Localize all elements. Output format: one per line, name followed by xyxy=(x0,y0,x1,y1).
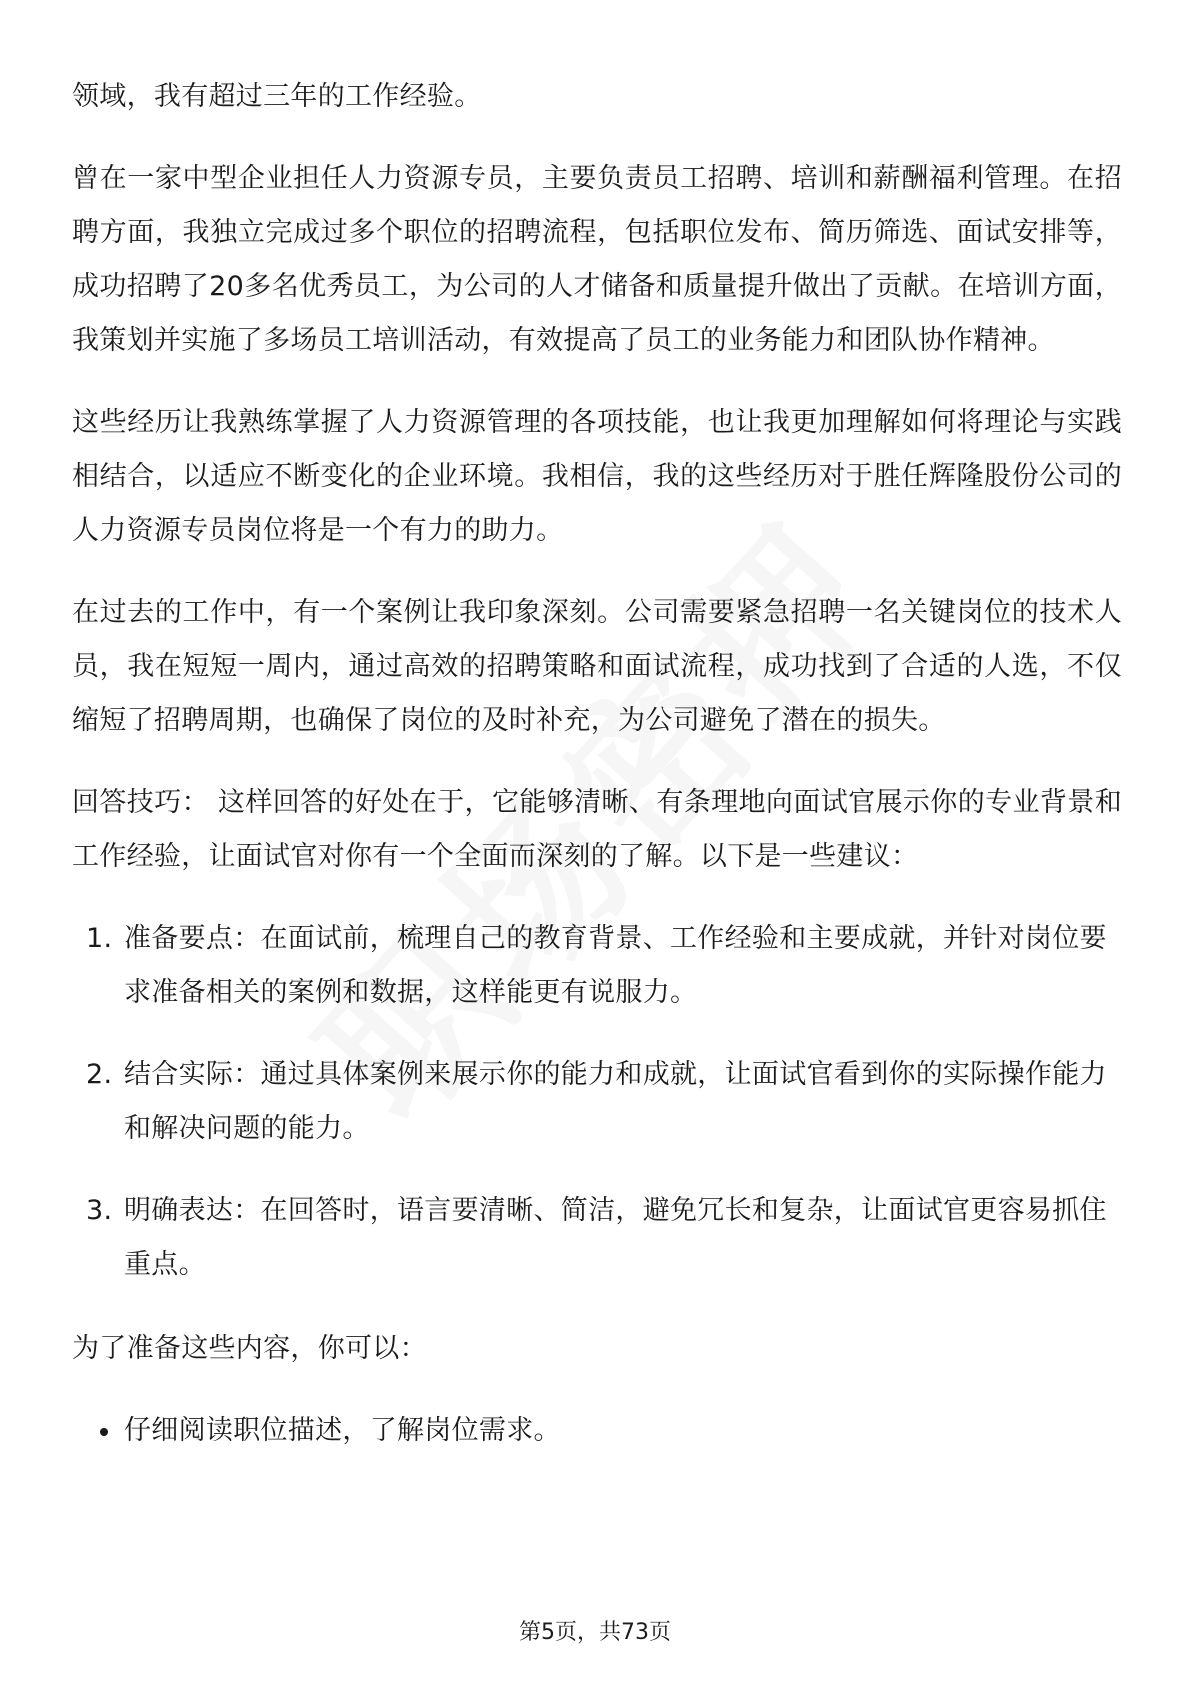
list-number: 2. xyxy=(86,1059,113,1090)
list-item xyxy=(72,1184,1122,1292)
list-item xyxy=(72,1048,1122,1156)
numbered-list xyxy=(72,912,1122,1292)
paragraph-1: 领域，我有超过三年的工作经验。 xyxy=(72,81,482,112)
paragraph-2: 曾在一家中型企业担任人力资源专员，主要负责员工招聘、培训和薪酬福利管理。在招聘方面，我独立完成过多个职位的招聘流程，包括职位发布、简历筛选、面试安排等，成功招聘了20多名优秀员工，为公司的人才储备和质量提升做出了贡献。在培训方面，我策划并实施了多场员工培训活动，有效提高了员工的业务能力和团队协作精神。 xyxy=(72,163,1122,356)
page-footer: 第5页，共73页 xyxy=(519,1620,671,1645)
paragraph-6: 为了准备这些内容，你可以： xyxy=(72,1333,427,1364)
list-item xyxy=(72,912,1122,1020)
list-number: 3. xyxy=(86,1195,113,1226)
paragraph-5: 回答技巧： 这样回答的好处在于，它能够清晰、有条理地向面试官展示你的专业背景和工作经验，让面试官对你有一个全面而深刻的了解。以下是一些建议： xyxy=(72,787,1122,872)
bullet-list xyxy=(72,1404,1122,1458)
list-item-text: 准备要点：在面试前，梳理自己的教育背景、工作经验和主要成就，并针对岗位要求准备相关的案例和数据，这样能更有说服力。 xyxy=(124,923,1107,1008)
paragraph-4: 在过去的工作中，有一个案例让我印象深刻。公司需要紧急招聘一名关键岗位的技术人员，我在短短一周内，通过高效的招聘策略和面试流程，成功找到了合适的人选，不仅缩短了招聘周期，也确保了岗位的及时补充，为公司避免了潜在的损失。 xyxy=(72,597,1122,736)
bullet-item-text: 仔细阅读职位描述，了解岗位需求。 xyxy=(124,1415,561,1446)
list-item-text: 结合实际：通过具体案例来展示你的能力和成就，让面试官看到你的实际操作能力和解决问题的能力。 xyxy=(124,1059,1107,1144)
page-content xyxy=(72,70,1122,1458)
list-item-text: 明确表达：在回答时，语言要清晰、简洁，避免冗长和复杂，让面试官更容易抓住重点。 xyxy=(124,1195,1107,1280)
paragraph-3: 这些经历让我熟练掌握了人力资源管理的各项技能，也让我更加理解如何将理论与实践相结合，以适应不断变化的企业环境。我相信，我的这些经历对于胜任辉隆股份公司的人力资源专员岗位将是一个有力的助力。 xyxy=(72,407,1122,546)
list-number: 1. xyxy=(86,923,113,954)
bullet-icon xyxy=(100,1428,108,1436)
bullet-item xyxy=(72,1404,1122,1458)
